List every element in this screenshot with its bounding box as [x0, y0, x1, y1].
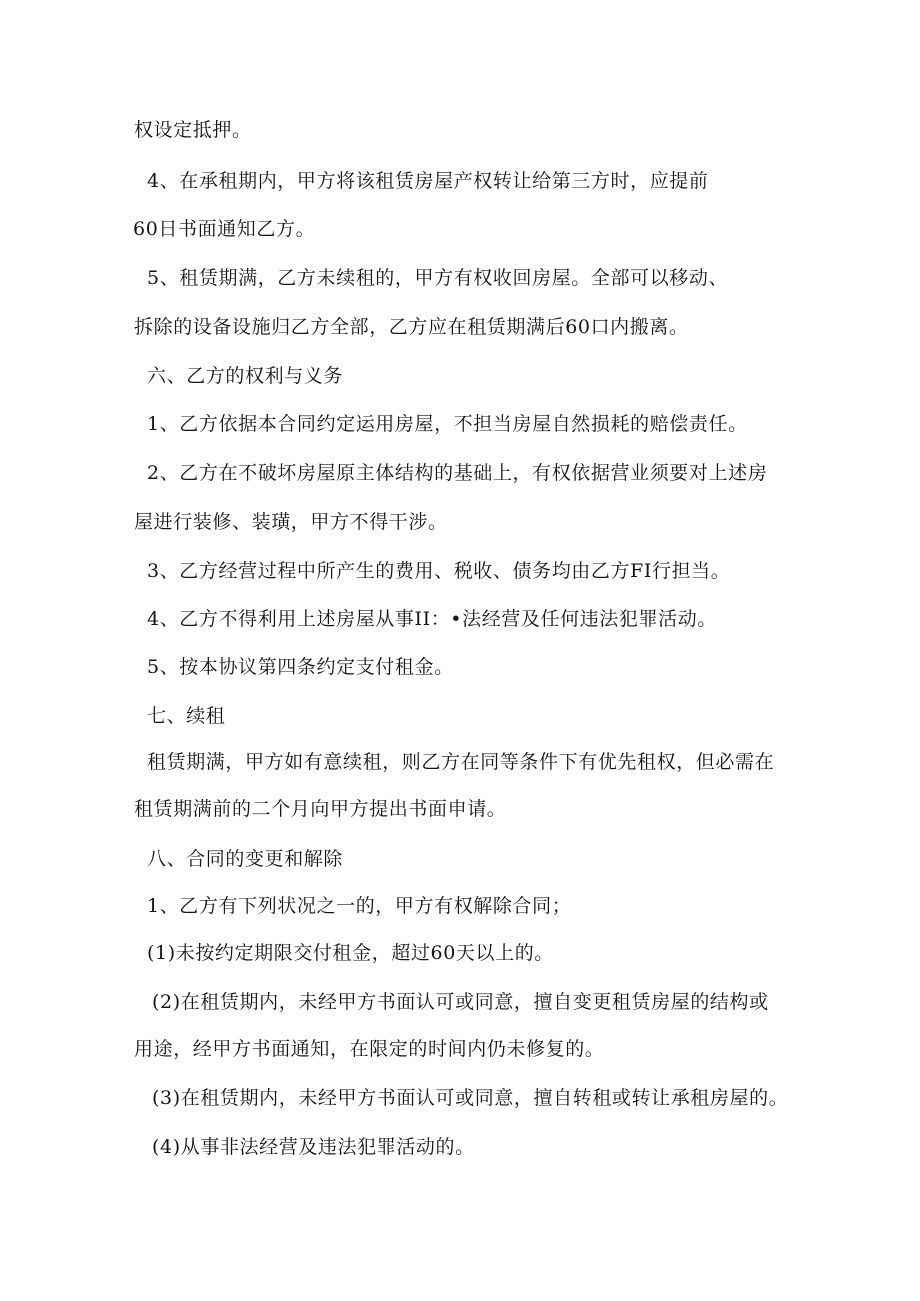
text-line: (1)未按约定期限交付租金，超过60天以上的。	[147, 942, 554, 964]
text-line: 1、乙方依据本合同约定运用房屋，不担当房屋自然损耗的赔偿责任。	[147, 413, 748, 435]
text-line: 用途，经甲方书面通知，在限定的时间内仍未修复的。	[134, 1038, 605, 1060]
text-line: 5、租赁期满，乙方未续租的，甲方有权收回房屋。全部可以移动、	[147, 267, 729, 289]
text-line: 2、乙方在不破坏房屋原主体结构的基础上，有权依据营业须要对上述房	[147, 462, 768, 484]
text-line: 租赁期满，甲方如有意续租，则乙方在同等条件下有优先租权，但必需在	[147, 751, 775, 773]
text-line: (4)从事非法经营及违法犯罪活动的。	[152, 1136, 475, 1158]
text-line: 屋进行装修、装璜，甲方不得干涉。	[134, 511, 448, 533]
text-line: 5、按本协议第四条约定支付租金。	[147, 656, 454, 678]
text-line: 3、乙方经营过程中所产生的费用、税收、债务均由乙方FI行担当。	[147, 560, 731, 582]
section-heading: 六、乙方的权利与义务	[147, 365, 344, 387]
text-line: 1、乙方有下列状况之一的，甲方有权解除合同；	[147, 895, 572, 917]
text-line: (2)在租赁期内，未经甲方书面认可或同意，擅自变更租赁房屋的结构或	[152, 991, 769, 1013]
text-line: 租赁期满前的二个月向甲方提出书面申请。	[134, 798, 507, 820]
text-line: 60日书面通知乙方。	[133, 218, 316, 240]
text-line: 4、乙方不得利用上述房屋从事II：•法经营及任何违法犯罪活动。	[147, 608, 717, 630]
section-heading: 七、续租	[147, 705, 226, 727]
text-line: (3)在租赁期内，未经甲方书面认可或同意，擅自转租或转让承租房屋的。	[152, 1087, 789, 1109]
text-line: 权设定抵押。	[134, 119, 252, 141]
section-heading: 八、合同的变更和解除	[147, 848, 344, 870]
text-line: 拆除的设备设施归乙方全部，乙方应在租赁期满后60口内搬离。	[134, 316, 689, 338]
text-line: 4、在承租期内，甲方将该租赁房屋产权转让给第三方时，应提前	[147, 170, 709, 192]
